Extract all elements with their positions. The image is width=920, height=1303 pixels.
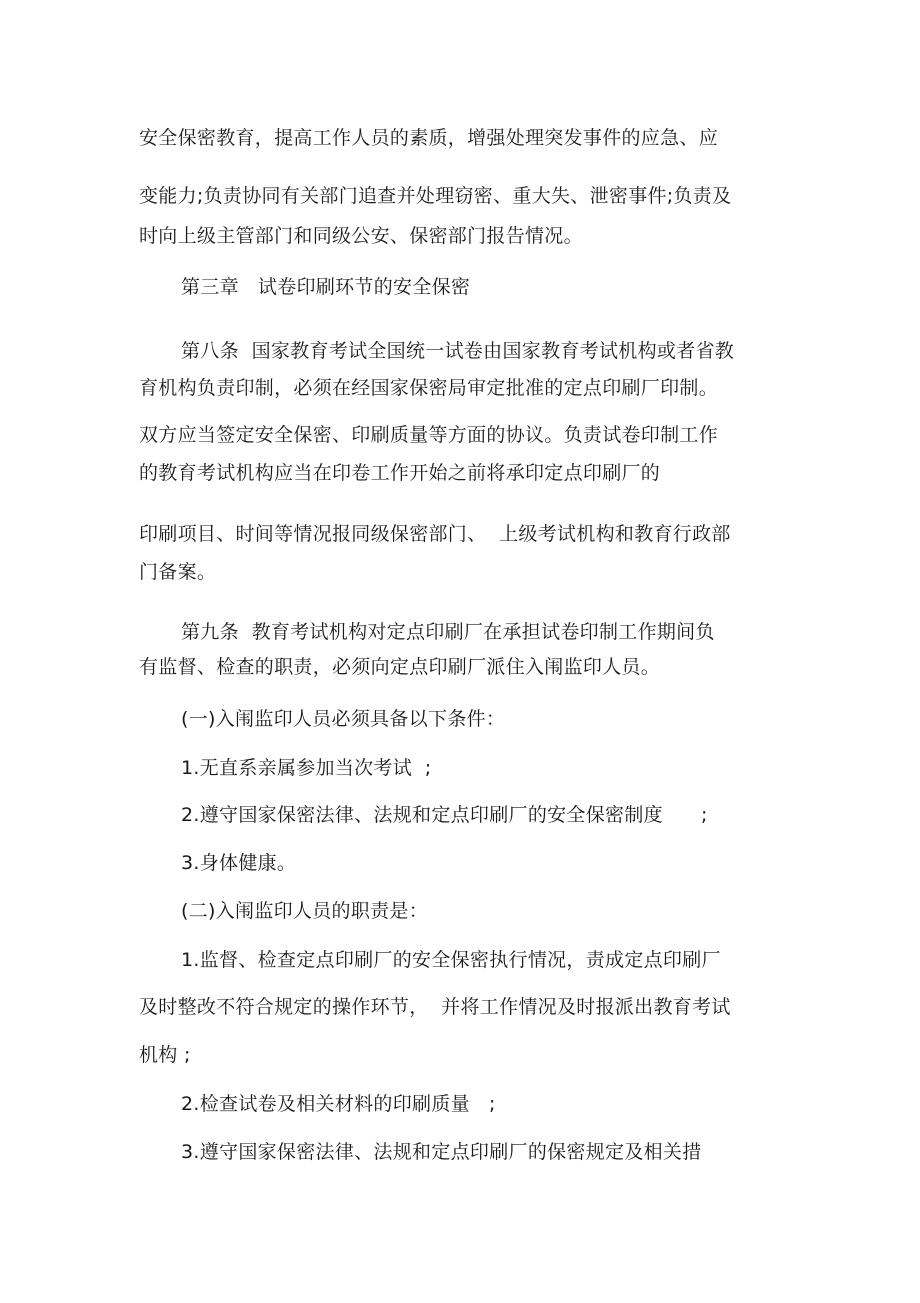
paragraph-line: 及时整改不符合规定的操作环节， 并将工作情况及时报派出教育考试 [139,996,731,1018]
article-line: 第九条 教育考试机构对定点印刷厂在承担试卷印制工作期间负 [181,621,715,643]
paragraph-line: 安全保密教育，提高工作人员的素质，增强处理突发事件的应急、应 [139,127,719,149]
list-item: 3.身体健康。 [181,852,297,874]
paragraph-line: 变能力;负责协同有关部门追查并处理窃密、重大失、泄密事件;负责及 [139,185,732,207]
chapter-heading: 第三章 试卷印刷环节的安全保密 [181,276,471,298]
list-item: 1.无直系亲属参加当次考试 ; [181,757,432,779]
paragraph-line: 机构 ; [139,1044,191,1066]
article-line: 第八条 国家教育考试全国统一试卷由国家教育考试机构或者省教 [181,340,735,362]
paragraph-line: 时向上级主管部门和同级公安、保密部门报告情况。 [139,225,583,247]
paragraph-line: 印刷项目、时间等情况报同级保密部门、 上级考试机构和教育行政部 [139,523,731,545]
paragraph-line: 有监督、检查的职责，必须向定点印刷厂派住入闱监印人员。 [139,656,661,678]
list-item: 2.检查试卷及相关材料的印刷质量 ; [181,1093,496,1115]
list-item: 1.监督、检查定点印刷厂的安全保密执行情况，责成定点印刷厂 [181,949,721,971]
list-item: 2.遵守国家保密法律、法规和定点印刷厂的安全保密制度 ; [181,804,708,826]
paragraph-line: 的教育考试机构应当在印卷工作开始之前将承印定点印刷厂的 [139,462,661,484]
list-item: 3.遵守国家保密法律、法规和定点印刷厂的保密规定及相关措 [181,1141,702,1163]
list-heading: (二)入闱监印人员的职责是： [181,900,429,922]
paragraph-line: 双方应当签定安全保密、印刷质量等方面的协议。负责试卷印制工作 [139,424,719,446]
paragraph-line: 门备案。 [139,561,217,583]
list-heading: (一)入闱监印人员必须具备以下条件： [181,708,506,730]
paragraph-line: 育机构负责印制，必须在经国家保密局审定批准的定点印刷厂印制。 [139,377,719,399]
